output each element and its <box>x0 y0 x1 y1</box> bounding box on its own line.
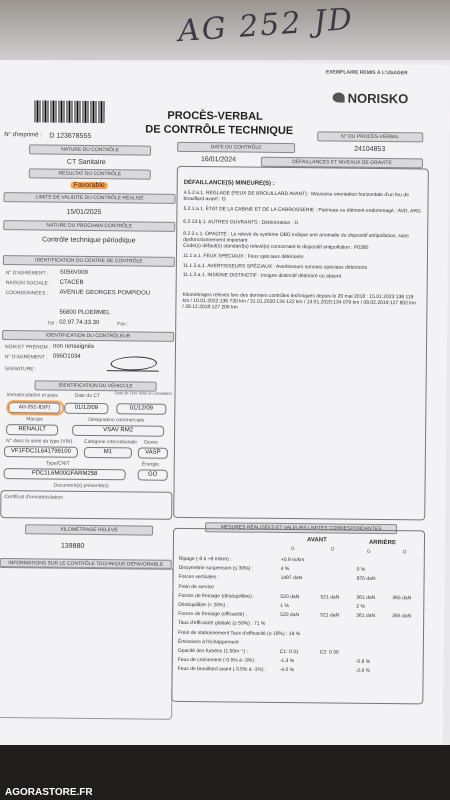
limit-label: LIMITE DE VALIDITÉ DU CONTRÔLE RÉALISÉ <box>4 192 176 204</box>
date-first-value: 01/12/09 <box>116 403 166 415</box>
marque-value: RENAULT <box>6 424 58 436</box>
city-value: 56800 PLOERMEL <box>59 309 111 317</box>
defect-item: 11.1.3.a.1. INSIGNE DISTINCTIF : Insigne distinctif détérioré ou absent <box>182 271 342 280</box>
mesure-label: Feux de croisement (-0.5% à -3%) : <box>177 657 257 664</box>
mesure-label: Feux de brouillard avant (-3.5% à -1%) : <box>177 666 267 674</box>
mesure-value: 2 % <box>356 603 365 610</box>
barcode <box>34 100 104 123</box>
nom-label: NOM ET PRÉNOM : <box>4 344 51 351</box>
fax-label: Fax : <box>117 321 129 328</box>
centre-label: IDENTIFICATION DU CENTRE DE CONTRÔLE <box>3 255 175 267</box>
tel-value: 02.97.74.33.30 <box>59 319 100 327</box>
coord-label: COORDONNÉES : <box>5 290 49 297</box>
cat-label: Catégorie internationale <box>83 438 138 446</box>
defect-item: 11.1.2.a.1. AVERTISSEURS SPÉCIAUX : Avertisseurs sonores spéciaux détériorés <box>182 262 368 271</box>
vin-label: N° dans la série du type (VIN) <box>5 438 73 445</box>
next-value: Contrôle technique périodique <box>42 236 136 245</box>
controleur-label: IDENTIFICATION DU CONTRÔLEUR <box>2 330 174 342</box>
mesure-value: +0.9 m/km <box>280 556 305 564</box>
type-value: FDC1L6M00GFARM258 <box>4 468 126 480</box>
date-label: DATE DU CONTRÔLE <box>177 142 295 153</box>
immat-value: AG-252-JD(F) <box>8 402 60 414</box>
defect-item: 11.1.a.1. FEUX SPÉCIAUX : Feux spéciaux détériorés <box>182 252 304 261</box>
mesure-value: 521 daN <box>320 612 340 619</box>
immat-label: Immatriculation et pays <box>6 392 58 399</box>
energie-label: Énergie <box>141 461 160 468</box>
mesure-label: Forces de freinage (efficacité) : <box>178 611 248 618</box>
agr-ctrl-label: N° D'AGRÉMENT : <box>4 354 48 361</box>
title-line1: PROCÈS-VERBAL <box>167 109 263 123</box>
raison-value: CTACEB <box>59 279 84 286</box>
avant-g: G <box>290 546 295 553</box>
date-ct-value: 01/12/09 <box>64 403 108 414</box>
km-history: Kilométrages relevés lors des derniers contrôles techniques depuis le 20 mai 2018 : 15.01.2023:138 119 km / 10.01.2022:136 730 km / 31.01.2020:134 122 km / 13.01.2020:134 079 km / 08.02.2019:127 802 km / 28.12.2018:127 206 km <box>182 291 417 311</box>
mesure-label: Opacité des fumées (1.50m⁻¹) : <box>177 647 249 655</box>
date-ct-label: Date du CT <box>74 392 101 400</box>
signature-label: SIGNATURE : <box>4 366 37 373</box>
agrement-value: S056V009 <box>59 269 88 276</box>
norisko-logo: NORISKO <box>333 90 409 106</box>
mesure-value: 1497 daN <box>280 575 303 582</box>
mesure-value: 361 daN <box>356 594 376 601</box>
mesure-value: 365 daN <box>392 613 412 620</box>
mesure-value: -4.0 % <box>279 667 295 674</box>
mesure-label: Émissions à l'échappement <box>177 638 239 646</box>
defaillances-label: DÉFAILLANCES ET NIVEAUX DE GRAVITÉ <box>261 157 423 169</box>
mesure-label: Dissymétrie suspension (≤ 30%) : <box>178 565 254 572</box>
result-label: RÉSULTAT DU CONTRÔLE <box>29 168 151 179</box>
defect-item: 6.2.13.b.1. AUTRES OUVRANTS : Détérioration : D <box>183 218 299 227</box>
exemplaire-label: EXEMPLAIRE REMIS À L'USAGER <box>325 69 408 77</box>
km-label: KILOMÉTRAGE RELEVÉ <box>25 524 153 535</box>
handwritten-plate: AG 252 JD <box>176 1 356 50</box>
mesure-value: 1 % <box>280 602 289 610</box>
cat-value: M1 <box>84 447 132 459</box>
arriere-d: D <box>402 549 407 556</box>
mesure-label: Ripage (-8 à +8 m/km) : <box>178 555 232 563</box>
mesure-value: 520 daN <box>280 593 300 600</box>
mesure-value: 4 % <box>280 566 290 573</box>
agrement-label: N° D'AGRÉMENT : <box>5 270 49 277</box>
info-label: INFORMATIONS SUR LE CONTRÔLE TECHNIQUE DÉFAVORABLE <box>0 558 172 570</box>
vehicule-label: IDENTIFICATION DU VÉHICULE <box>35 380 157 391</box>
mesure-label: Forces de freinage (déséquilibre) : <box>178 592 255 600</box>
result-value: Favorable <box>71 182 108 189</box>
marque-label: Marque <box>26 416 44 423</box>
proces-verbal-document <box>0 60 450 745</box>
docs-value: Certificat d'immatriculation <box>4 494 63 501</box>
nature-label: NATURE DU CONTRÔLE <box>29 144 151 155</box>
energie-value: GO <box>138 469 168 480</box>
limit-value: 15/01/2025 <box>66 208 102 217</box>
agr-ctrl-value: 096D1034 <box>52 353 81 360</box>
tel-label: Tél : <box>47 320 58 327</box>
mesure-value: C2: 0.30 <box>319 649 339 656</box>
immat-highlight-circle <box>6 400 64 416</box>
mesure-label: Déséquilibre (< 20%) : <box>178 601 228 609</box>
info-box <box>0 566 174 720</box>
arriere-g: G <box>366 548 371 555</box>
defect-item: 8.2.2.c.1. OPACITÉ : Le relevé du système OBD indique une anomalie du dispositif antipollution, sans dysfonctionnement important <box>183 230 409 244</box>
mesure-value: 520 daN <box>280 612 300 619</box>
designation-value: VSAV RM2 <box>72 425 164 437</box>
avant-label: AVANT <box>306 537 327 544</box>
coord-value: AVENUE GEORGES POMPIDOU <box>59 289 151 297</box>
type-label: Type/CNIT <box>45 460 70 467</box>
nom-value: non renseignés <box>52 343 95 351</box>
designation-label: Désignation commerciale <box>88 416 145 424</box>
mesures-label: MESURES RÉALISÉES ET VALEURS LIMITES CORRESPONDANTES <box>205 522 397 534</box>
raison-label: RAISON SOCIALE : <box>5 280 51 287</box>
defects-title: DÉFAILLANCE(S) MINEURE(S) : <box>183 179 275 187</box>
mesure-value: C1: 0.31 <box>279 648 299 656</box>
defect-item: 4.5.2.a.1. RÉGLAGE (FEUX DE BROUILLARD AVANT) : Mauvaise orientation horizontale d'un feu de brouillard avant : G <box>183 189 409 203</box>
nature-value: CT Sanitaire <box>66 158 106 167</box>
mesure-value: -2.6 % <box>355 668 371 675</box>
mesure-label: Forces verticales : <box>178 574 220 581</box>
mesure-value: 361 daN <box>356 612 376 620</box>
mesure-label: Frein de stationnement Taux d'efficacité (≥ 18%) : 19 % <box>177 629 301 637</box>
mesure-value: 975 daN <box>356 576 376 583</box>
genre-label: Genre <box>143 439 158 446</box>
pv-value: 24104853 <box>354 145 386 154</box>
defect-item: 6.2.1.a.1. ÉTAT DE LA CABINE ET DE LA CARROSSERIE : Panneau ou élément endommagé : AVD, ARG <box>183 205 421 215</box>
vin-value: VF1FDC1L641799100 <box>4 446 78 458</box>
date-value: 16/01/2024 <box>200 156 237 164</box>
mesure-label: Taux d'efficacité globale (≥ 50%) : 71 % <box>178 620 266 628</box>
genre-value: VASP <box>138 447 168 458</box>
mesure-label: Frein de service <box>178 583 215 590</box>
title-line2: DE CONTRÔLE TECHNIQUE <box>145 123 294 138</box>
mesure-value: -0.8 % <box>355 658 371 666</box>
imprime-label: N° d'imprimé : <box>4 132 42 139</box>
avant-d: D <box>330 546 335 553</box>
watermark: AGORASTORE.FR <box>5 787 93 798</box>
next-label: NATURE DU PROCHAIN CONTRÔLE <box>3 220 175 232</box>
date-first-label: Date de 1ère mise en circulation <box>114 390 172 396</box>
km-value: 139880 <box>60 542 85 550</box>
mesure-value: 365 daN <box>392 594 412 602</box>
imprime-value: D 123678555 <box>49 132 92 140</box>
norisko-mark-icon <box>333 92 345 102</box>
pv-label: N° DU PROCÈS-VERBAL <box>317 131 423 142</box>
docs-label: Document(s) présenté(s) <box>53 482 109 490</box>
mesure-value: 0 % <box>356 566 366 574</box>
mesure-value: 521 daN <box>320 594 340 601</box>
mesure-value: -1.3 % <box>279 658 295 665</box>
arriere-label: ARRIÈRE <box>368 539 397 547</box>
signature-scribble <box>107 356 159 372</box>
defect-item: Code(s) défaut(s) standard(s) relevé(s) concernant le dispositif antipollution : P0380 <box>183 242 369 251</box>
